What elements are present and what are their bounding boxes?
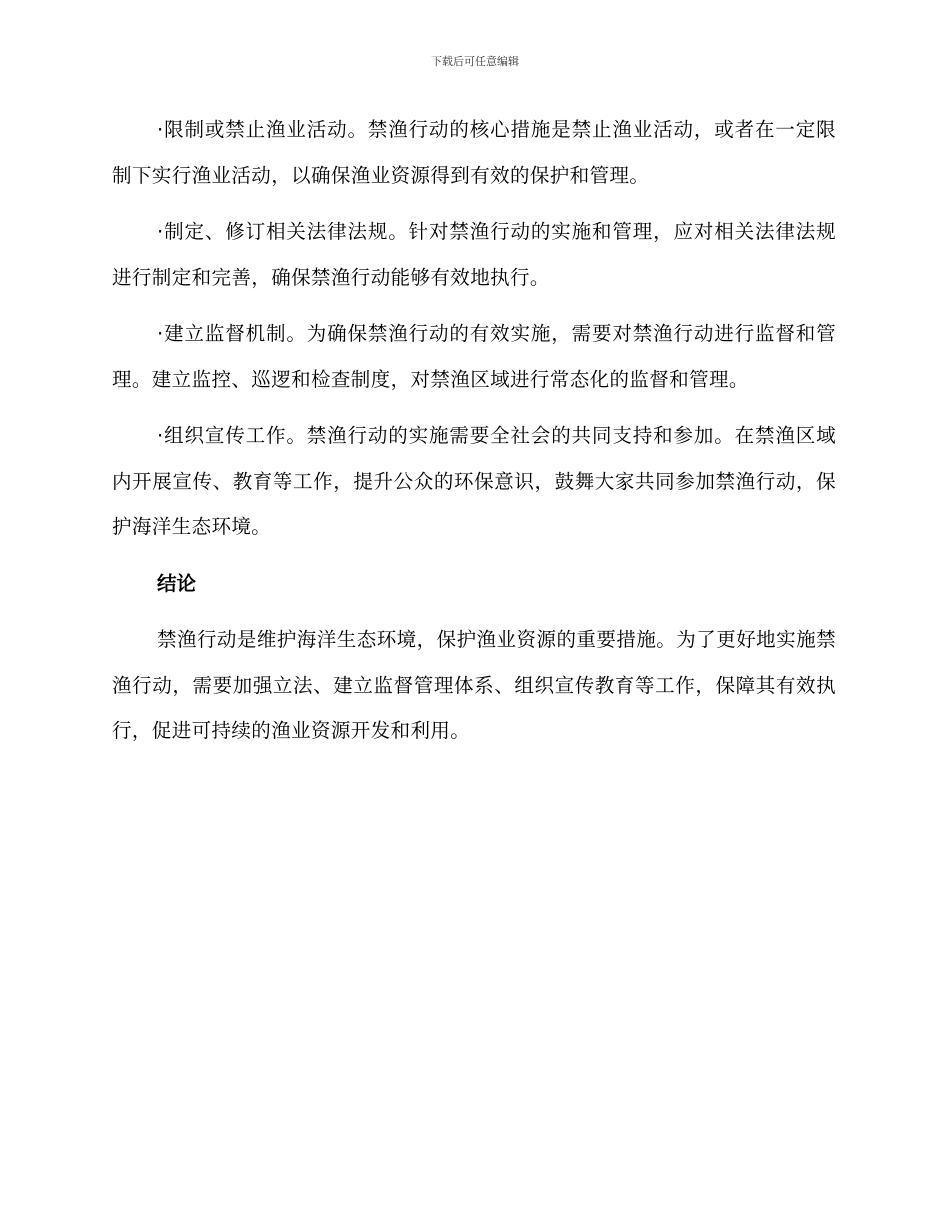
bullet-paragraph-restrict-fishing: ·限制或禁止渔业活动。禁渔行动的核心措施是禁止渔业活动，或者在一定限制下实行渔业活动，以确保渔业资源得到有效的保护和管理。 [112, 118, 836, 187]
page-header-note: 下载后可任意编辑 [431, 55, 519, 68]
conclusion-heading: 结论 [157, 571, 197, 595]
bullet-paragraph-publicity: ·组织宣传工作。禁渔行动的实施需要全社会的共同支持和参加。在禁渔区域内开展宣传、教育等工作，提升公众的环保意识，鼓舞大家共同参加禁渔行动，保护海洋生态环境。 [112, 424, 836, 538]
conclusion-paragraph: 禁渔行动是维护海洋生态环境，保护渔业资源的重要措施。为了更好地实施禁渔行动，需要加强立法、建立监督管理体系、组织宣传教育等工作，保障其有效执行，促进可持续的渔业资源开发和利用。 [112, 628, 836, 742]
bullet-paragraph-supervision: ·建立监督机制。为确保禁渔行动的有效实施，需要对禁渔行动进行监督和管理。建立监控、巡逻和检查制度，对禁渔区域进行常态化的监督和管理。 [112, 322, 836, 391]
bullet-paragraph-laws-regulations: ·制定、修订相关法律法规。针对禁渔行动的实施和管理，应对相关法律法规进行制定和完善，确保禁渔行动能够有效地执行。 [112, 220, 836, 289]
document-body [112, 107, 836, 765]
